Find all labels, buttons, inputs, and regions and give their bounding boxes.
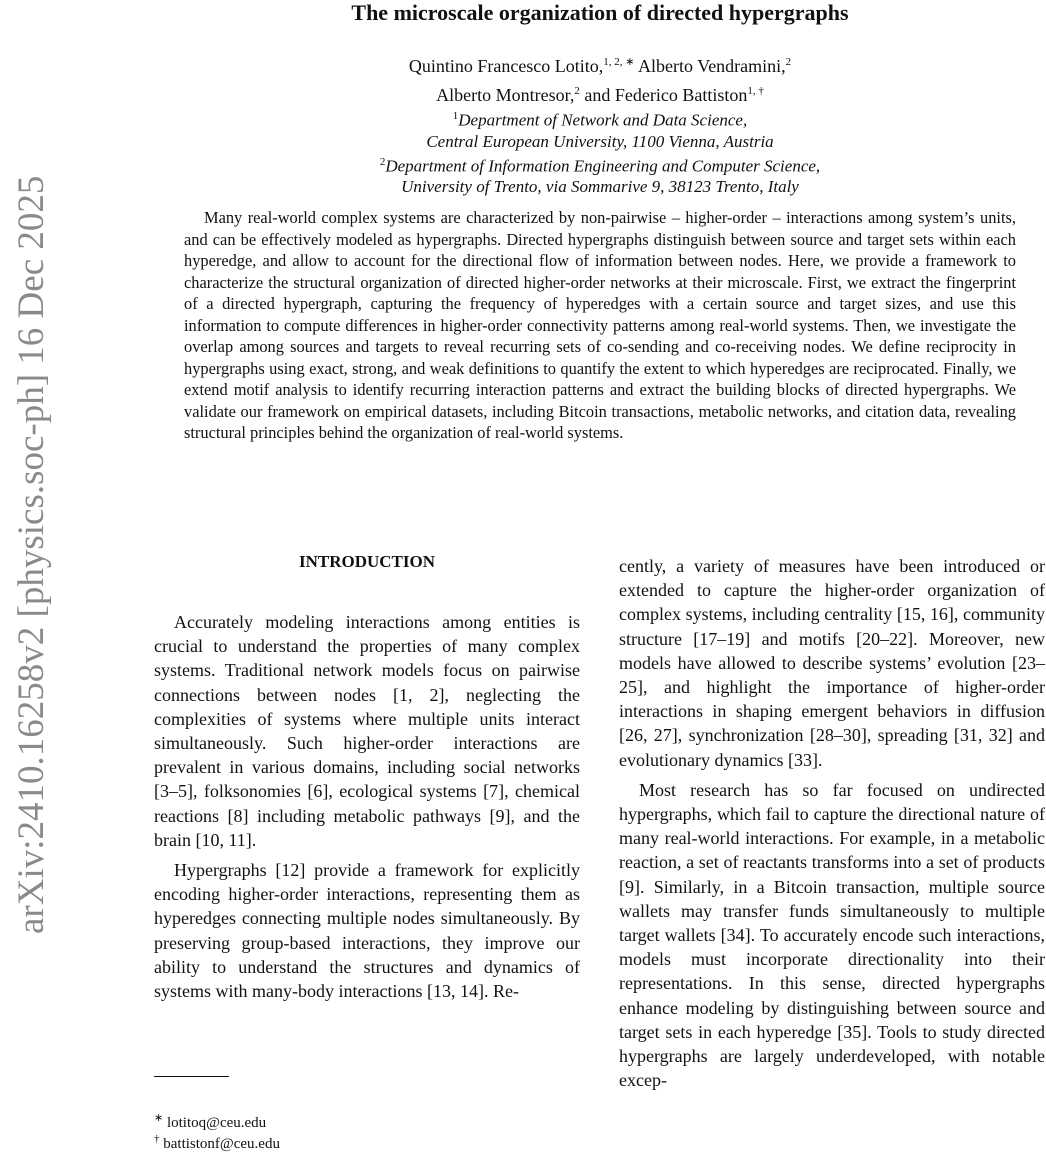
affiliation-1-line-2: Central European University, 1100 Vienna, Austria	[426, 131, 774, 151]
author-and: and	[584, 85, 611, 105]
left-column	[154, 610, 580, 1003]
footnote-rule	[154, 1076, 229, 1077]
author-vendramini: Alberto Vendramini,	[638, 56, 786, 76]
footnote-2	[154, 1133, 280, 1153]
author-lotito-sup: 1, 2, ∗	[603, 56, 635, 68]
paper-title: The microscale organization of directed hypergraphs	[351, 0, 849, 25]
section-heading-introduction: INTRODUCTION	[298, 552, 436, 571]
intro-paragraph-1: Accurately modeling interactions among entities is crucial to understand the properties of many complex systems. Traditional network models focus on pairwise connections between nodes [1, 2], neglecting the complexities of systems where multiple units interact simultaneously. Such higher-order interactions are prevalent in various domains, including social networks [3–5], folksonomies [6], ecological systems [7], chemical reactions [8] including metabolic pathways [9], and the brain [10, 11].	[154, 612, 580, 850]
author-list	[240, 50, 960, 108]
author-vendramini-sup: 2	[785, 56, 792, 68]
abstract: Many real-world complex systems are characterized by non-pairwise – higher-order – interactions among system’s units, and can be effectively modeled as hypergraphs. Directed hypergraphs distinguish between source and target sets within each hyperedge, and allow to account for the directional flow of information between nodes. Here, we provide a framework to characterize the structural organization of directed higher-order networks at their microscale. First, we extract the fingerprint of a directed hypergraph, capturing the frequency of hyperedges with a certain source and target sizes, and use this information to compute differences in higher-order connectivity patterns among real-world systems. Then, we investigate the overlap among sources and targets to reveal recurring sets of co-sending and co-receiving nodes. We define reciprocity in hypergraphs using exact, strong, and weak definitions to quantify the extent to which hyperedges are reciprocated. Finally, we extend motif analysis to identify recurring interaction patterns and extract the building blocks of directed hypergraphs. We validate our framework on empirical datasets, including Bitcoin transactions, metabolic networks, and citation data, revealing structural principles behind the organization of real-world systems.	[184, 208, 1016, 442]
affiliation-2-line-2: University of Trento, via Sommarive 9, 38123 Trento, Italy	[401, 177, 799, 197]
footnote-1	[154, 1111, 266, 1132]
intro-paragraph-4: Most research has so far focused on undirected hypergraphs, which fail to capture the directional nature of many real-world interactions. For example, in a metabolic reaction, a set of reactants transforms into a set of products [9]. Similarly, in a Bitcoin transaction, multiple source wallets may transfer funds simultaneously to multiple target wallets [34]. To accurately encode such interactions, models must incorporate directionality into their representations. In this sense, directed hypergraphs enhance modeling by distinguishing between source and target sets in each hyperedge [35]. Tools to study directed hypergraphs are largely underdeveloped, with notable excep-	[619, 779, 1045, 1091]
arxiv-sidebar-identifier: arXiv:2410.16258v2 [physics.soc-ph] 16 Dec 2025	[11, 175, 52, 934]
intro-paragraph-3: cently, a variety of measures have been introduced or extended to capture the higher-order organization of complex systems, including centrality [15, 16], community structure [17–19] and motifs [20–22]. Moreover, new models have allowed to describe systems’ evolution [23–25], and highlight the importance of higher-order interactions in shaping emergent behaviors in diffusion [26, 27], synchronization [28–30], spreading [31, 32] and evolutionary dynamics [33].	[619, 556, 1045, 770]
affiliation-2-line-1: Department of Information Engineering and Computer Science,	[385, 156, 821, 176]
right-column	[619, 554, 1045, 1092]
affiliation-1-line-1: Department of Network and Data Science,	[458, 110, 748, 130]
affiliation-1-mark: 1	[452, 110, 459, 122]
author-battiston: Federico Battiston	[614, 85, 748, 105]
affiliation-2-mark: 2	[379, 155, 386, 168]
author-battiston-sup: 1, †	[747, 85, 764, 97]
author-montresor: Alberto Montresor,	[436, 85, 575, 105]
author-montresor-sup: 2	[574, 85, 580, 97]
footnote-2-email-link[interactable]: battistonf@ceu.edu	[163, 1136, 280, 1152]
affiliations	[240, 106, 960, 197]
author-lotito: Quintino Francesco Lotito,	[408, 56, 604, 76]
footnote-2-mark: †	[154, 1133, 160, 1145]
footnote-1-mark: ∗	[154, 1112, 164, 1124]
footnote-1-email-link[interactable]: lotitoq@ceu.edu	[166, 1115, 267, 1131]
intro-paragraph-2: Hypergraphs [12] provide a framework for explicitly encoding higher-order interactions, representing them as hyperedges connecting multiple nodes simultaneously. By preserving group-based interactions, they improve our ability to understand the structures and dynamics of systems with many-body interactions [13, 14]. Re-	[154, 860, 580, 1002]
